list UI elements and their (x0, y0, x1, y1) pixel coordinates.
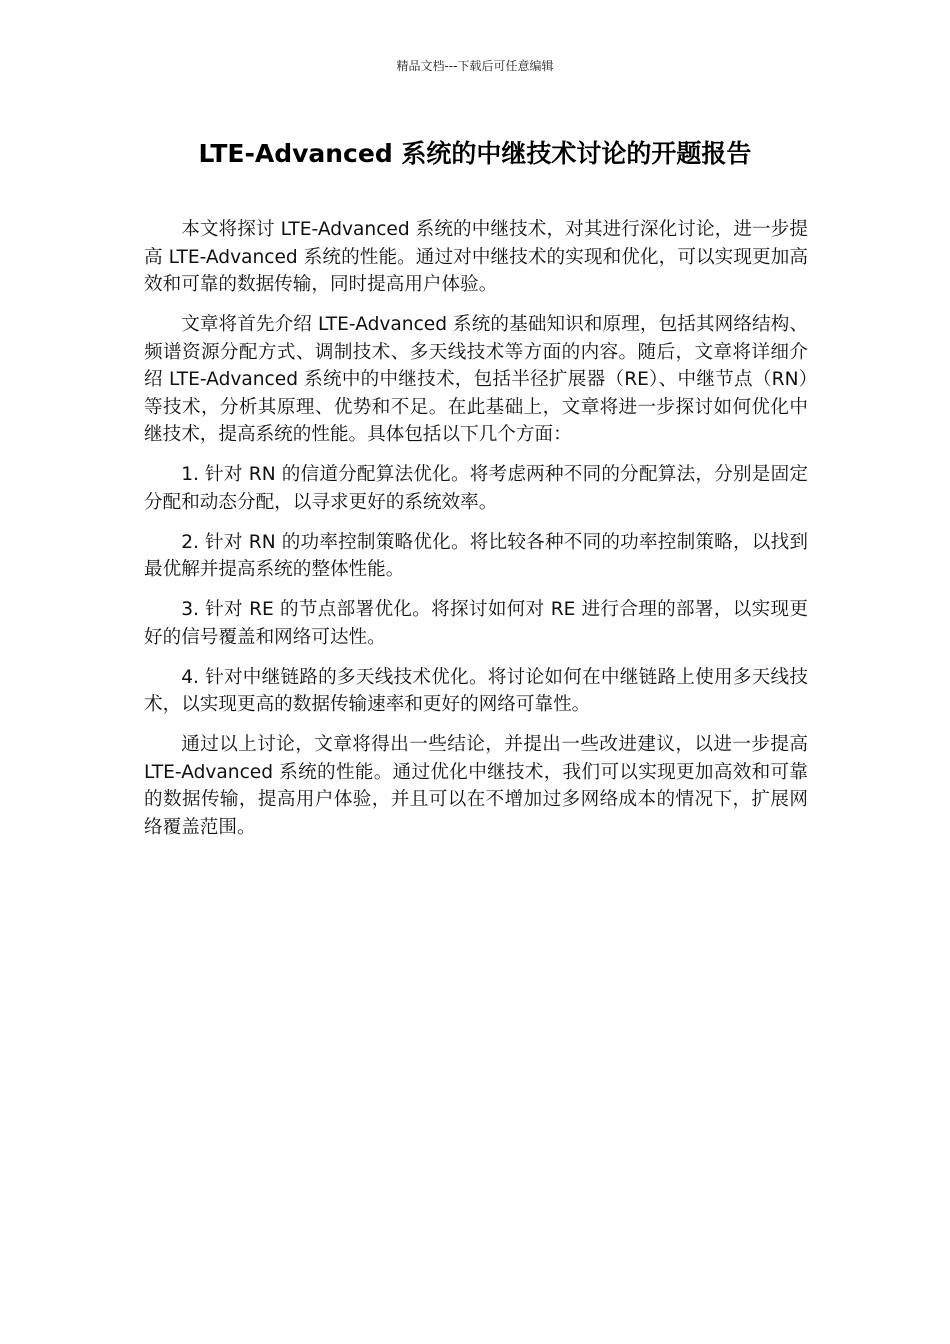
list-item-1: 1. 针对 RN 的信道分配算法优化。将考虑两种不同的分配算法，分别是固定分配和动态分配，以寻求更好的系统效率。 (144, 464, 808, 513)
document-title: LTE-Advanced 系统的中继技术讨论的开题报告 (198, 139, 752, 168)
list-item-4: 4. 针对中继链路的多天线技术优化。将讨论如何在中继链路上使用多天线技术，以实现更高的数据传输速率和更好的网络可靠性。 (144, 666, 808, 715)
paragraph-intro: 本文将探讨 LTE-Advanced 系统的中继技术，对其进行深化讨论，进一步提高 LTE-Advanced 系统的性能。通过对中继技术的实现和优化，可以实现更加高效和可靠的数据传输，同时提高用户体验。 (144, 219, 808, 295)
paragraph-conclusion: 通过以上讨论，文章将得出一些结论，并提出一些改进建议，以进一步提高 LTE-Advanced 系统的性能。通过优化中继技术，我们可以实现更加高效和可靠的数据传输，提高用户体验，并且可以在不增加过多网络成本的情况下，扩展网络覆盖范围。 (144, 734, 808, 838)
document-body (144, 216, 808, 854)
list-item-2: 2. 针对 RN 的功率控制策略优化。将比较各种不同的功率控制策略，以找到最优解并提高系统的整体性能。 (144, 531, 808, 580)
header-note: 精品文档---下载后可任意编辑 (396, 59, 554, 73)
paragraph-overview: 文章将首先介绍 LTE-Advanced 系统的基础知识和原理，包括其网络结构、频谱资源分配方式、调制技术、多天线技术等方面的内容。随后，文章将详细介绍 LTE-Advanced 系统中的中继技术，包括半径扩展器（RE）、中继节点（RN）等技术，分析其原理、优势和不足。在此基础上，文章将进一步探讨如何优化中继技术，提高系统的性能。具体包括以下几个方面： (144, 314, 808, 445)
list-item-3: 3. 针对 RE 的节点部署优化。将探讨如何对 RE 进行合理的部署，以实现更好的信号覆盖和网络可达性。 (144, 599, 808, 648)
